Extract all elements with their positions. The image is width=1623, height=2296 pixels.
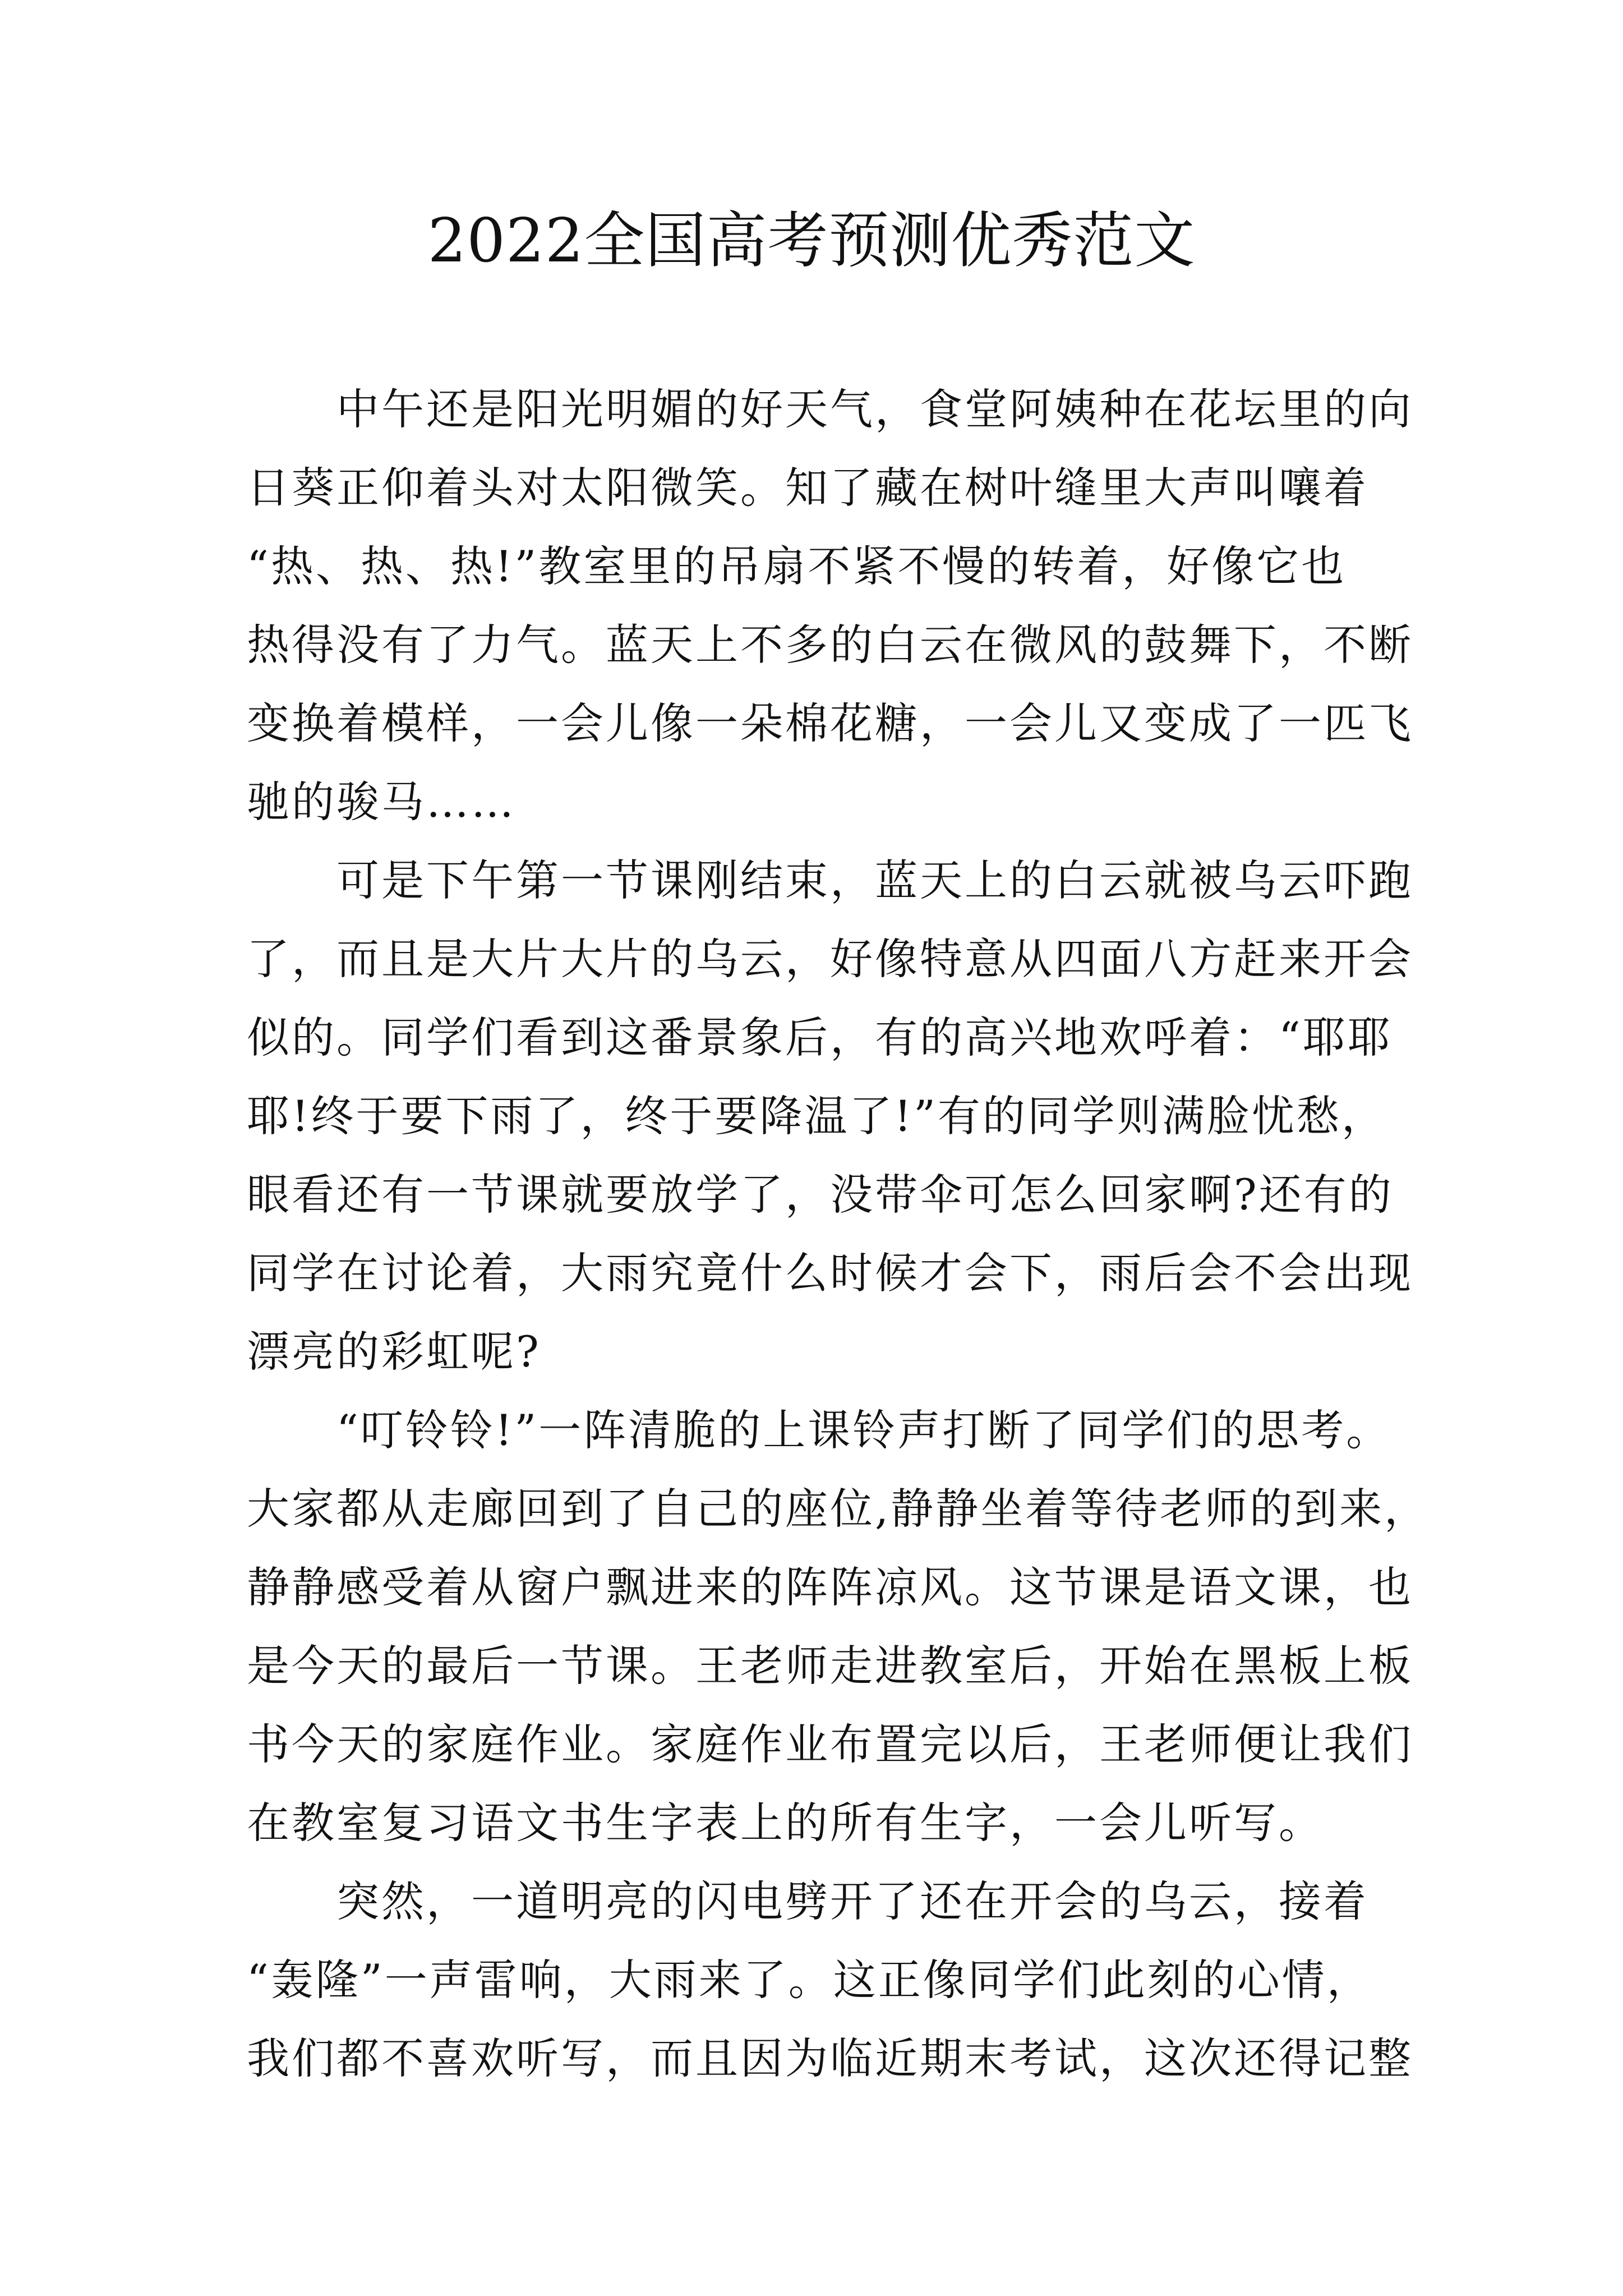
essay-line: “热、热、热!”教室里的吊扇不紧不慢的转着，好像它也 — [247, 541, 1347, 591]
essay-line: 耶!终于要下雨了，终于要降温了!”有的同学则满脸忧愁， — [247, 1091, 1386, 1141]
essay-line: 眼看还有一节课就要放学了，没带伞可怎么回家啊?还有的 — [247, 1170, 1394, 1220]
essay-line: 同学在讨论着，大雨究竟什么时候才会下，雨后会不会出现 — [247, 1248, 1413, 1298]
essay-line: 静静感受着从窗户飘进来的阵阵凉风。这节课是语文课，也 — [247, 1562, 1413, 1612]
essay-line: 日葵正仰着头对太阳微笑。知了藏在树叶缝里大声叫嚷着 — [247, 463, 1368, 513]
essay-line: 大家都从走廊回到了自己的座位,静静坐着等待老师的到来， — [247, 1484, 1430, 1534]
essay-line: 我们都不喜欢听写，而且因为临近期末考试，这次还得记整 — [247, 2033, 1413, 2083]
essay-line: 是今天的最后一节课。王老师走进教室后，开始在黑板上板 — [247, 1641, 1413, 1691]
essay-line: 在教室复习语文书生字表上的所有生字，一会儿听写。 — [247, 1798, 1324, 1848]
essay-line: 书今天的家庭作业。家庭作业布置完以后，王老师便让我们 — [247, 1719, 1413, 1769]
essay-line: 热得没有了力气。蓝天上不多的白云在微风的鼓舞下，不断 — [247, 620, 1413, 670]
essay-line: 突然，一道明亮的闪电劈开了还在开会的乌云，接着 — [336, 1876, 1368, 1926]
essay-body — [247, 370, 1430, 2098]
essay-line: 可是下午第一节课刚结束，蓝天上的白云就被乌云吓跑 — [336, 855, 1413, 905]
essay-line: “叮铃铃!”一阵清脆的上课铃声打断了同学们的思考。 — [336, 1405, 1391, 1455]
essay-line: 了，而且是大片大片的乌云，好像特意从四面八方赶来开会 — [247, 934, 1413, 984]
document-title: 2022全国高考预测优秀范文 — [427, 206, 1196, 276]
essay-line: 似的。同学们看到这番景象后，有的高兴地欢呼着：“耶耶 — [247, 1013, 1393, 1062]
essay-line: “轰隆”一声雷响，大雨来了。这正像同学们此刻的心情， — [247, 1955, 1372, 2005]
essay-line: 驰的骏马…… — [247, 777, 516, 827]
essay-line: 漂亮的彩虹呢? — [247, 1327, 541, 1377]
essay-line: 变换着模样，一会儿像一朵棉花糖，一会儿又变成了一匹飞 — [247, 698, 1413, 748]
essay-line: 中午还是阳光明媚的好天气，食堂阿姨种在花坛里的向 — [336, 384, 1413, 434]
